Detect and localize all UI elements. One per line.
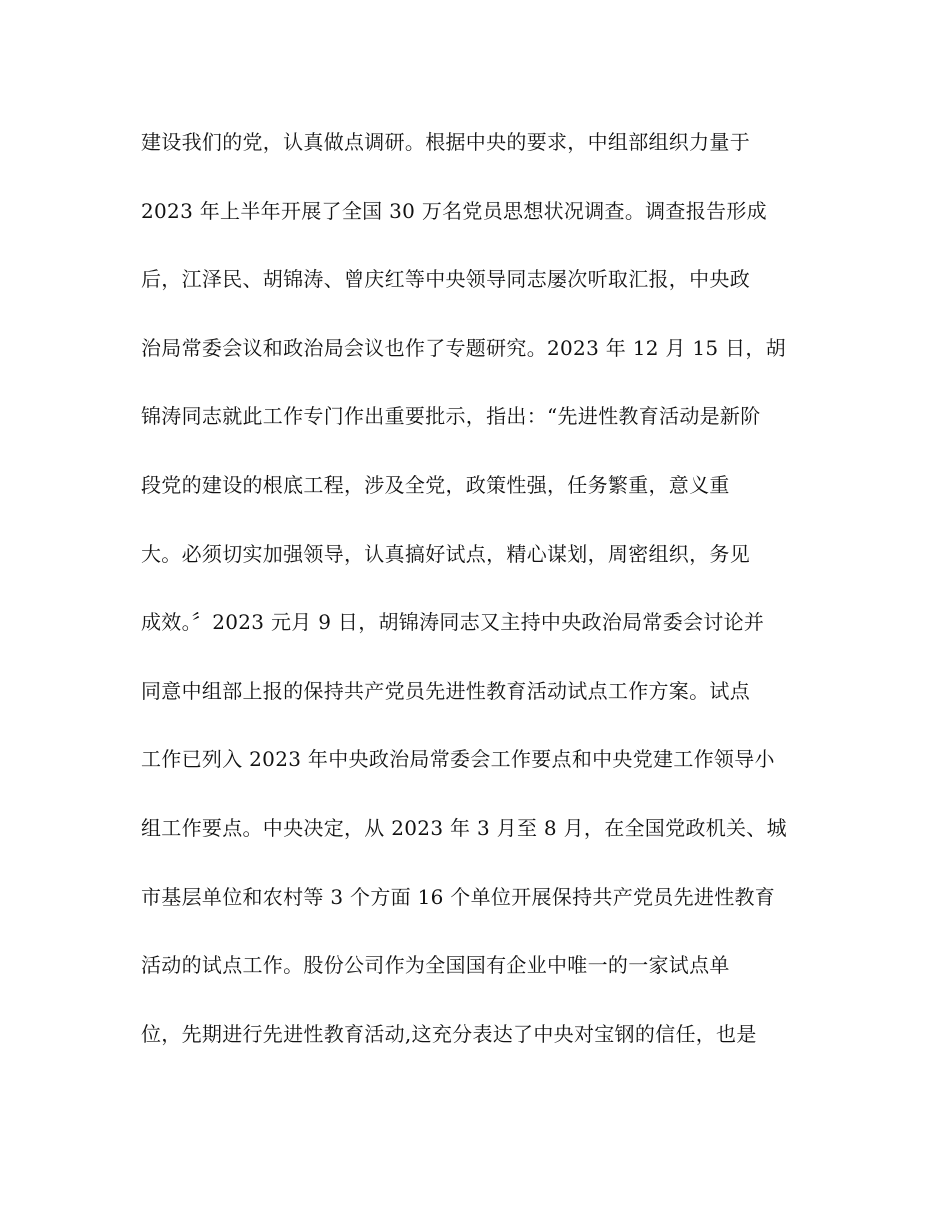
text-line-9: 同意中组部上报的保持共产党员先进性教育活动试点工作方案。试点 xyxy=(141,678,750,703)
text-line-2: 2023 年上半年开展了全国 30 万名党员思想状况调查。调查报告形成 xyxy=(141,198,767,223)
text-line-3: 后，江泽民、胡锦涛、曾庆红等中央领导同志屡次听取汇报，中央政 xyxy=(141,267,750,292)
text-line-13: 活动的试点工作。股份公司作为全国国有企业中唯一的一家试点单 xyxy=(141,953,730,978)
text-line-12: 市基层单位和农村等 3 个方面 16 个单位开展保持共产党员先进性教育 xyxy=(141,884,776,909)
text-line-1: 建设我们的党，认真做点调研。根据中央的要求，中组部组织力量于 xyxy=(141,130,750,154)
text-line-8: 成效。〞2023 元月 9 日，胡锦涛同志又主持中央政治局常委会讨论并 xyxy=(141,610,765,635)
body-paragraph xyxy=(141,124,821,1084)
text-line-10: 工作已列入 2023 年中央政治局常委会工作要点和中央党建工作领导小 xyxy=(141,747,775,772)
text-line-14: 位，先期进行先进性教育活动,这充分表达了中央对宝钢的信任，也是 xyxy=(141,1021,757,1046)
text-line-11: 组工作要点。中央决定，从 2023 年 3 月至 8 月，在全国党政机关、城 xyxy=(141,815,787,840)
text-line-6: 段党的建设的根底工程，涉及全党，政策性强，任务繁重，意义重 xyxy=(141,472,730,497)
text-line-5: 锦涛同志就此工作专门作出重要批示，指出：“先进性教育活动是新阶 xyxy=(141,404,761,429)
text-line-4: 治局常委会议和政治局会议也作了专题研究。2023 年 12 月 15 日，胡 xyxy=(141,335,786,360)
text-line-7: 大。必须切实加强领导，认真搞好试点，精心谋划，周密组织，务见 xyxy=(141,541,750,566)
